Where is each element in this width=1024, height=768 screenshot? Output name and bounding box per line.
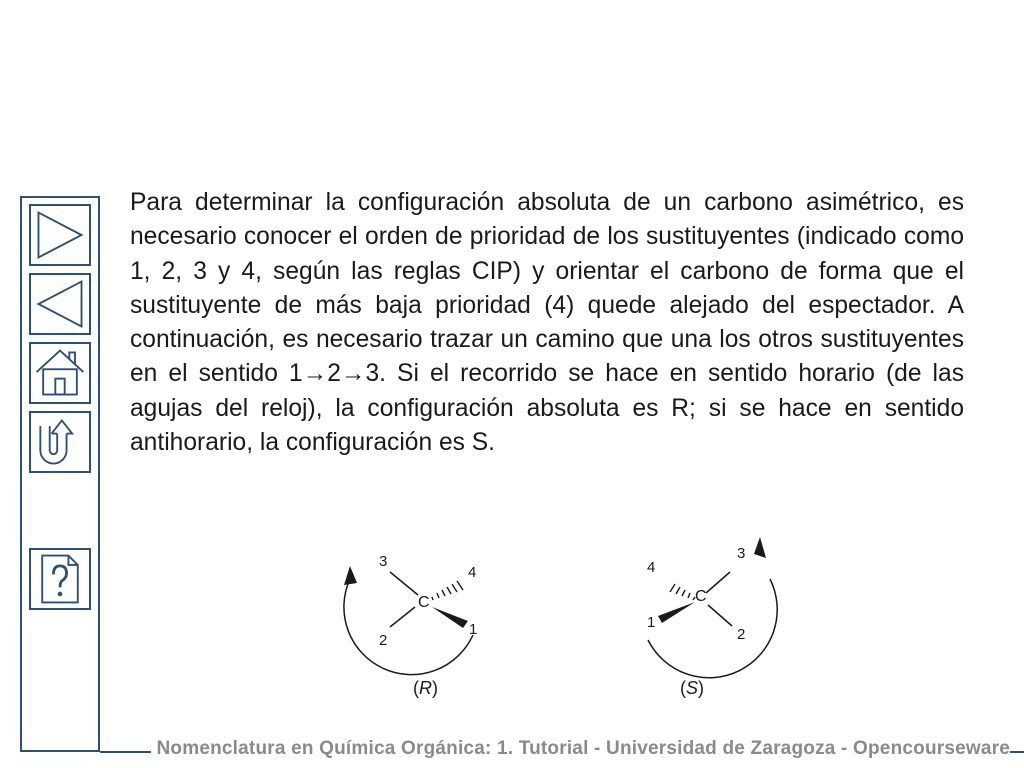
triangle-left-icon (31, 275, 89, 333)
hashed-bond-4 (432, 581, 463, 600)
arrow-head (344, 566, 357, 585)
configuration-caption: (S) (680, 678, 705, 698)
substituent-4-label: 4 (647, 559, 656, 576)
clockwise-arrow-arc (344, 579, 473, 675)
bond-2 (390, 607, 415, 627)
substituent-1-label: 1 (469, 621, 478, 638)
explanation-paragraph: Para determinar la configuración absoluta de un carbono asimétrico, es necesario conocer el orden de prioridad de los sustituyentes (indicado como 1, 2, 3 y 4, según las reglas CIP) y orientar el carbono de forma que el sustituyente de más baja prioridad (4) quede alejado del espectador. A continuación, es necesario trazar un camino que una los otros sustituyentes en el sentido 1→2→3. Si el recorrido se hace en sentido horario (de las agujas del reloj), la configuración absoluta es R; si se hace en sentido antihorario, la configuración es S. (130, 189, 964, 457)
substituent-4-label: 4 (468, 564, 477, 581)
substituent-3-label: 3 (737, 545, 746, 562)
question-document-icon (31, 550, 89, 608)
r-configuration-diagram (320, 535, 500, 705)
triangle-right-icon (31, 206, 89, 264)
wedge-bond-1 (432, 607, 468, 628)
s-configuration-diagram (620, 535, 800, 705)
center-carbon-label: C (695, 588, 707, 605)
center-carbon-label: C (418, 594, 430, 611)
bond-2 (708, 605, 732, 626)
home-button[interactable] (29, 342, 91, 404)
substituent-1-label: 1 (647, 614, 656, 631)
configuration-caption: (R) (413, 678, 438, 698)
substituent-2-label: 2 (737, 626, 746, 643)
u-turn-arrow-icon (31, 413, 89, 471)
substituent-3-label: 3 (379, 553, 388, 570)
footer-text: Nomenclatura en Química Orgánica: 1. Tutorial - Universidad de Zaragoza - Opencourseware (151, 738, 1010, 760)
bond-3 (390, 572, 418, 595)
wedge-bond-1 (658, 602, 695, 623)
help-button[interactable] (29, 548, 91, 610)
house-icon (31, 344, 89, 402)
substituent-2-label: 2 (379, 632, 388, 649)
previous-slide-button[interactable] (29, 273, 91, 335)
arrow-head (754, 537, 766, 558)
bond-3 (706, 572, 730, 593)
counterclockwise-arrow-arc (648, 579, 777, 678)
next-slide-button[interactable] (29, 204, 91, 266)
return-button[interactable] (29, 411, 91, 473)
hashed-bond-4 (670, 584, 695, 600)
